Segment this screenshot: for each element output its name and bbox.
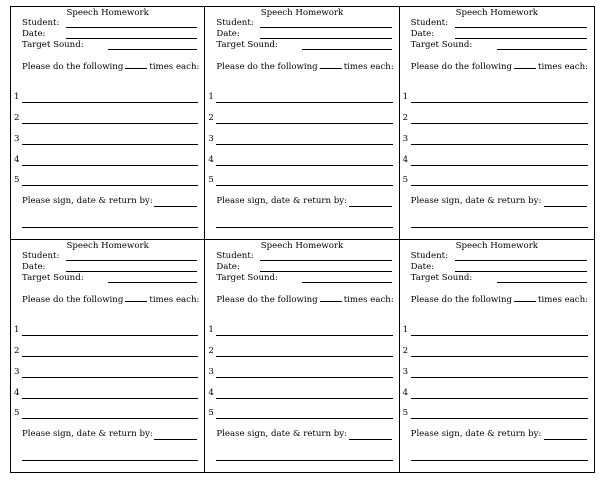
date-field[interactable]: [66, 271, 197, 272]
item-number: 4: [14, 387, 20, 398]
item-line[interactable]: [411, 335, 588, 336]
item-line[interactable]: [22, 144, 198, 145]
signature-line[interactable]: [411, 460, 588, 461]
item-number: 4: [208, 387, 214, 398]
card-title: Speech Homework: [455, 240, 539, 251]
times-blank[interactable]: [125, 293, 147, 302]
item-line[interactable]: [22, 123, 198, 124]
instruction-prefix: Please do the following: [22, 62, 124, 72]
item-line[interactable]: [22, 377, 198, 378]
item-line[interactable]: [411, 185, 588, 186]
card-title: Speech Homework: [66, 8, 149, 18]
item-number: 5: [208, 407, 214, 418]
item-number: 5: [402, 175, 409, 185]
instruction-prefix: Please do the following: [22, 294, 124, 305]
target-sound-field[interactable]: [302, 49, 391, 50]
instruction-suffix: times each:: [343, 62, 394, 72]
target-sound-field[interactable]: [302, 282, 391, 283]
item-line[interactable]: [411, 102, 588, 103]
item-number: 2: [402, 345, 409, 356]
item-line[interactable]: [22, 185, 198, 186]
student-field[interactable]: [455, 260, 587, 261]
student-field[interactable]: [66, 260, 197, 261]
instruction-prefix: Please do the following: [410, 294, 513, 305]
date-label: Date:: [22, 261, 46, 272]
target-sound-label: Target Sound:: [216, 40, 278, 50]
item-number: 5: [14, 407, 20, 418]
student-field[interactable]: [260, 27, 391, 28]
instruction-prefix: Please do the following: [410, 62, 513, 72]
item-number: 4: [208, 155, 214, 165]
item-line[interactable]: [22, 418, 198, 419]
card-title: Speech Homework: [260, 8, 344, 18]
sign-label: Please sign, date & return by:: [216, 196, 348, 206]
item-number: 3: [208, 134, 214, 144]
item-line[interactable]: [411, 418, 588, 419]
item-number: 4: [402, 387, 409, 398]
signature-line[interactable]: [216, 227, 392, 228]
item-line[interactable]: [216, 377, 392, 378]
instruction-text: [411, 60, 588, 73]
item-number: 2: [14, 345, 20, 356]
homework-card: [205, 240, 399, 473]
signature-line[interactable]: [411, 227, 588, 228]
target-sound-label: Target Sound:: [410, 272, 473, 283]
date-field[interactable]: [66, 38, 197, 39]
item-number: 3: [402, 366, 409, 377]
item-number: 1: [208, 324, 214, 335]
item-number: 5: [14, 175, 20, 185]
item-number: 4: [402, 155, 409, 165]
times-blank[interactable]: [125, 60, 147, 69]
item-line[interactable]: [216, 418, 392, 419]
instruction-prefix: Please do the following: [216, 62, 318, 72]
item-line[interactable]: [216, 335, 392, 336]
target-sound-label: Target Sound:: [410, 40, 473, 50]
card-title: Speech Homework: [66, 240, 149, 251]
date-field[interactable]: [455, 38, 587, 39]
target-sound-field[interactable]: [108, 49, 197, 50]
sign-label: Please sign, date & return by:: [22, 428, 153, 439]
item-line[interactable]: [216, 398, 392, 399]
sign-label: Please sign, date & return by:: [22, 196, 153, 206]
item-number: 1: [402, 324, 409, 335]
student-field[interactable]: [260, 260, 391, 261]
date-label: Date:: [216, 261, 240, 272]
date-field[interactable]: [455, 271, 587, 272]
target-sound-field[interactable]: [108, 282, 197, 283]
item-number: 1: [208, 92, 214, 102]
item-number: 3: [14, 366, 20, 377]
instruction-text: [22, 293, 198, 306]
student-label: Student:: [216, 18, 254, 28]
return-by-field[interactable]: [544, 439, 587, 440]
instruction-text: [411, 293, 588, 306]
item-number: 5: [402, 407, 409, 418]
homework-sheet: [10, 6, 595, 473]
return-by-field[interactable]: [544, 206, 587, 207]
item-line[interactable]: [22, 356, 198, 357]
signature-line[interactable]: [216, 460, 392, 461]
signature-line[interactable]: [22, 460, 198, 461]
times-blank[interactable]: [320, 293, 342, 302]
student-label: Student:: [410, 18, 449, 28]
date-field[interactable]: [260, 38, 391, 39]
sign-label: Please sign, date & return by:: [410, 196, 542, 206]
signature-line[interactable]: [22, 227, 198, 228]
return-by-field[interactable]: [349, 206, 392, 207]
item-number: 2: [208, 345, 214, 356]
instruction-prefix: Please do the following: [216, 294, 318, 305]
instruction-suffix: times each:: [343, 294, 394, 305]
item-line[interactable]: [411, 144, 588, 145]
item-line[interactable]: [411, 165, 588, 166]
times-blank[interactable]: [320, 60, 342, 69]
item-line[interactable]: [22, 165, 198, 166]
student-label: Student:: [216, 250, 254, 261]
target-sound-label: Target Sound:: [22, 272, 84, 283]
item-line[interactable]: [216, 185, 392, 186]
sign-label: Please sign, date & return by:: [216, 428, 348, 439]
date-label: Date:: [410, 29, 435, 39]
card-title: Speech Homework: [455, 8, 539, 18]
item-number: 2: [14, 113, 20, 123]
instruction-text: [216, 293, 392, 306]
item-line[interactable]: [216, 165, 392, 166]
item-line[interactable]: [216, 356, 392, 357]
date-label: Date:: [216, 29, 240, 39]
instruction-suffix: times each:: [149, 62, 200, 72]
student-label: Student:: [22, 250, 60, 261]
item-number: 2: [208, 113, 214, 123]
student-label: Student:: [410, 250, 449, 261]
target-sound-field[interactable]: [497, 49, 587, 50]
target-sound-field[interactable]: [497, 282, 587, 283]
item-line[interactable]: [411, 123, 588, 124]
times-blank[interactable]: [514, 293, 536, 302]
date-label: Date:: [22, 29, 46, 39]
date-label: Date:: [410, 261, 435, 272]
instruction-suffix: times each:: [538, 62, 589, 72]
student-field[interactable]: [455, 27, 587, 28]
item-number: 2: [402, 113, 409, 123]
item-line[interactable]: [411, 398, 588, 399]
return-by-field[interactable]: [349, 439, 392, 440]
homework-card: [400, 7, 594, 240]
homework-card: [11, 240, 205, 473]
instruction-text: [22, 60, 198, 73]
item-line[interactable]: [216, 144, 392, 145]
homework-card: [400, 240, 594, 473]
target-sound-label: Target Sound:: [22, 40, 84, 50]
return-by-field[interactable]: [154, 206, 197, 207]
instruction-suffix: times each:: [149, 294, 200, 305]
item-number: 3: [208, 366, 214, 377]
card-title: Speech Homework: [260, 240, 344, 251]
item-line[interactable]: [216, 102, 392, 103]
item-number: 1: [402, 92, 409, 102]
date-field[interactable]: [260, 271, 391, 272]
homework-card: [11, 7, 205, 240]
item-line[interactable]: [22, 102, 198, 103]
sign-label: Please sign, date & return by:: [410, 428, 542, 439]
item-line[interactable]: [216, 123, 392, 124]
return-by-field[interactable]: [154, 439, 197, 440]
student-label: Student:: [22, 18, 60, 28]
times-blank[interactable]: [514, 60, 536, 69]
item-line[interactable]: [411, 356, 588, 357]
item-line[interactable]: [22, 398, 198, 399]
item-number: 3: [402, 134, 409, 144]
item-number: 1: [14, 92, 20, 102]
instruction-text: [216, 60, 392, 73]
student-field[interactable]: [66, 27, 197, 28]
instruction-suffix: times each:: [538, 294, 589, 305]
item-number: 1: [14, 324, 20, 335]
item-line[interactable]: [411, 377, 588, 378]
item-number: 3: [14, 134, 20, 144]
item-number: 4: [14, 155, 20, 165]
target-sound-label: Target Sound:: [216, 272, 278, 283]
item-line[interactable]: [22, 335, 198, 336]
homework-card: [205, 7, 399, 240]
item-number: 5: [208, 175, 214, 185]
